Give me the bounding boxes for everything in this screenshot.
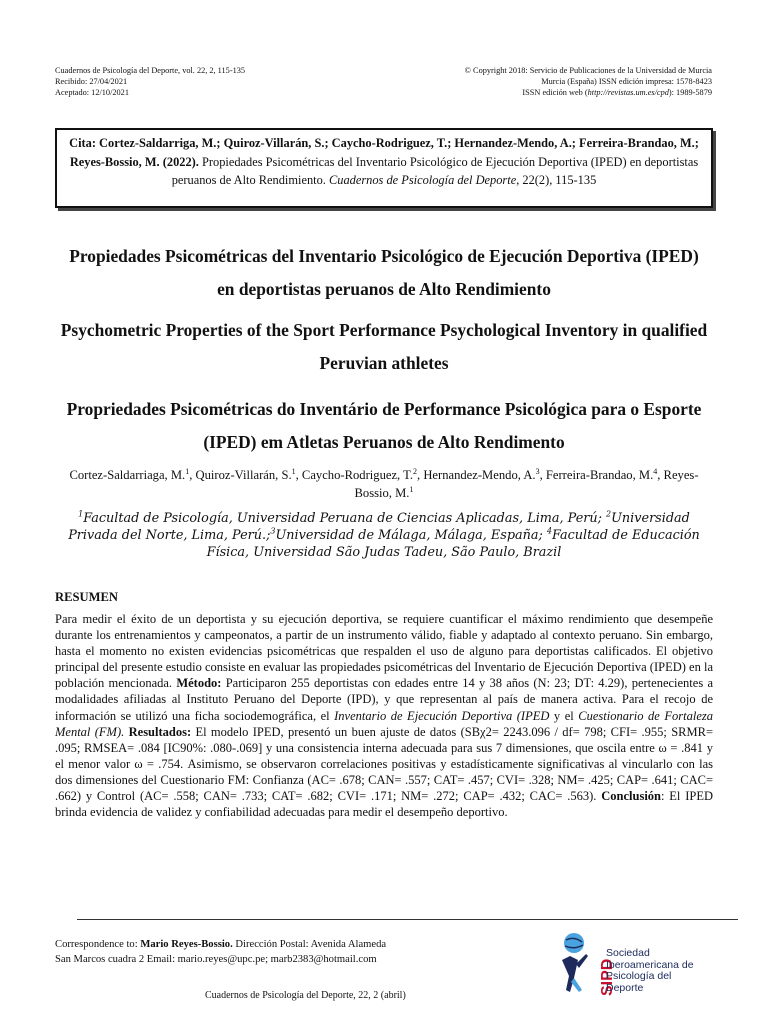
correspondence: Correspondence to: Mario Reyes-Bossio. Dirección Postal: Avenida Alameda San Marcos cuadra 2 Email: mario.reyes@upc.pe; marb2383@hotmail.com bbox=[55, 939, 387, 965]
citation-box bbox=[55, 128, 713, 208]
received-date: Recibido: 27/04/2021 bbox=[55, 77, 128, 86]
title-portuguese: Propriedades Psicométricas do Inventário de Performance Psicológica para o Esporte (IPED) em Atletas Peruanos de Alto Rendimento bbox=[66, 399, 702, 452]
logo-initials: SIPD bbox=[599, 958, 616, 996]
author-list bbox=[55, 466, 713, 502]
author: Ferreira-Brandao, M.$^4$, bbox=[545, 466, 664, 482]
abstract-body: Para medir el éxito de un deportista y su ejecución deportiva, se requiere cuantificar el máximo rendimiento que desempeñe durante los entrenamientos y campeonatos, a partir de un instrumento válido, fiable y adaptado al contexto peruano. Sin embargo, hasta el momento no existen evidencias psicométricas que respalden el uso de alguno para deportistas calificados. El objetivo principal del presente estudio consiste en evaluar las propiedades psicométricas del Inventario de Ejecución Deportiva (IPED) en la población mencionada. Método: Participaron 255 deportistas con edades entre 14 y 38 años (N: 23; DT: 4.29), pertenecientes a modalidades afiliadas al Instituto Peruano del Deporte (IPD), y que representan al país de manera activa. Para el recojo de información se utilizó una ficha sociodemográfica, el Inventario de Ejecución Deportiva (IPED y el Cuestionario de Fortaleza Mental (FM). Resultados: El modelo IPED, presentó un buen ajuste de datos (SBχ2= 2243.096 / df= 798; CFI= .955; SRMR= .095; RMSEA= .084 [IC90%: .080-.069] y una consistencia interna adecuada para sus 7 dimensiones, que oscila entre ω = .841 y el menor valor ω = .754. Asimismo, se observaron correlaciones positivas y estadísticamente significativas al vincularlo con las dos dimensiones del Cuestionario FM: Confianza (AC= .678; CAN= .557; CAT= .457; CVI= .328; NM= .425; CAP= .641; CAC= .662) y Control (AC= .558; CAN= .733; CAT= .682; CVI= .171; NM= .272; CAP= .432; CAC= .563). Conclusión: El IPED brinda evidencia de validez y confiabilidad adecuadas para medir el desempeño deportivo. bbox=[55, 612, 714, 820]
author: Quiroz-Villarán, S.$^1$, bbox=[195, 466, 302, 482]
citation-journal: Cuadernos de Psicología del Deporte bbox=[328, 173, 517, 187]
correspondence-email: San Marcos cuadra 2 Email: mario.reyes@upc.pe; marb2383@hotmail.com bbox=[55, 954, 377, 965]
sipd-logo-text: Sociedad Iberoamericana de Psicología del Deporte bbox=[606, 947, 694, 994]
affiliation: Facultad de Psicología, Universidad Peruana de Ciencias Aplicadas, Lima, Perú; bbox=[83, 511, 607, 526]
author: Hernandez-Mendo, A.$^3$, bbox=[423, 466, 546, 482]
affiliations: $^1$Facultad de Psicología, Universidad Peruana de Ciencias Aplicadas, Lima, Perú; $^2$Universidad Privada del Norte, Lima, Perú.;$^3$Universidad de Málaga, Málaga, España; $^4$Facultad de Educación Física, Universidad São Judas Tadeu, São Paulo, Brazil bbox=[68, 509, 700, 560]
copyright-line: © Copyright 2018: Servicio de Publicaciones de la Universidad de Murcia bbox=[464, 66, 712, 75]
citation-ref: , 22(2), 115-135 bbox=[516, 173, 597, 187]
title-spanish: Propiedades Psicométricas del Inventario Psicológico de Ejecución Deportiva (IPED) en deportistas peruanos de Alto Rendimiento bbox=[69, 246, 699, 299]
journal-url-link[interactable]: http://revistas.um.es/cpd bbox=[587, 88, 669, 97]
citation-authors: Cita: Cortez-Saldarriga, M.; Quiroz-Villarán, S.; Caycho-Rodriguez, T.; Hernandez-Mendo, A.; Ferreira-Brandao, M.; Reyes-Bossio, M. (2022). bbox=[69, 136, 699, 169]
resumen-heading: RESUMEN bbox=[55, 590, 118, 604]
journal-header bbox=[55, 65, 245, 98]
issn-web: ISSN edición web (http://revistas.um.es/cpd): 1989-5879 bbox=[522, 88, 712, 97]
page-footer: Cuadernos de Psicología del Deporte, 22, 2 (abril) bbox=[205, 990, 406, 1001]
author: Cortez-Saldarriaga, M.$^1$, bbox=[69, 466, 196, 482]
journal-volume: Cuadernos de Psicología del Deporte, vol. 22, 2, 115-135 bbox=[55, 66, 246, 75]
author: Caycho-Rodriguez, T.$^2$, bbox=[301, 466, 424, 482]
author: Reyes-Bossio, M.$^1$ bbox=[354, 468, 699, 500]
corresponding-author: Mario Reyes-Bossio. bbox=[140, 939, 233, 950]
copyright-header bbox=[465, 65, 712, 98]
accepted-date: Aceptado: 12/10/2021 bbox=[55, 88, 129, 97]
title-english: Psychometric Properties of the Sport Performance Psychological Inventory in qualified Peruvian athletes bbox=[60, 320, 708, 373]
footnote-divider bbox=[77, 919, 738, 920]
affiliation: Universidad Privada del Norte, Lima, Perú.; bbox=[68, 511, 690, 543]
affiliation: Universidad de Málaga, Málaga, España; bbox=[275, 528, 547, 543]
logo-globe-icon bbox=[564, 933, 584, 953]
citation-title: Propiedades Psicométricas del Inventario Psicológico de Ejecución Deportiva (IPED) en deportistas peruanos de Alto Rendimiento. bbox=[171, 154, 699, 187]
issn-print: Murcia (España) ISSN edición impresa: 1578-8423 bbox=[541, 77, 712, 86]
affiliation: Facultad de Educación Física, Universidad São Judas Tadeu, São Paulo, Brazil bbox=[206, 528, 700, 560]
